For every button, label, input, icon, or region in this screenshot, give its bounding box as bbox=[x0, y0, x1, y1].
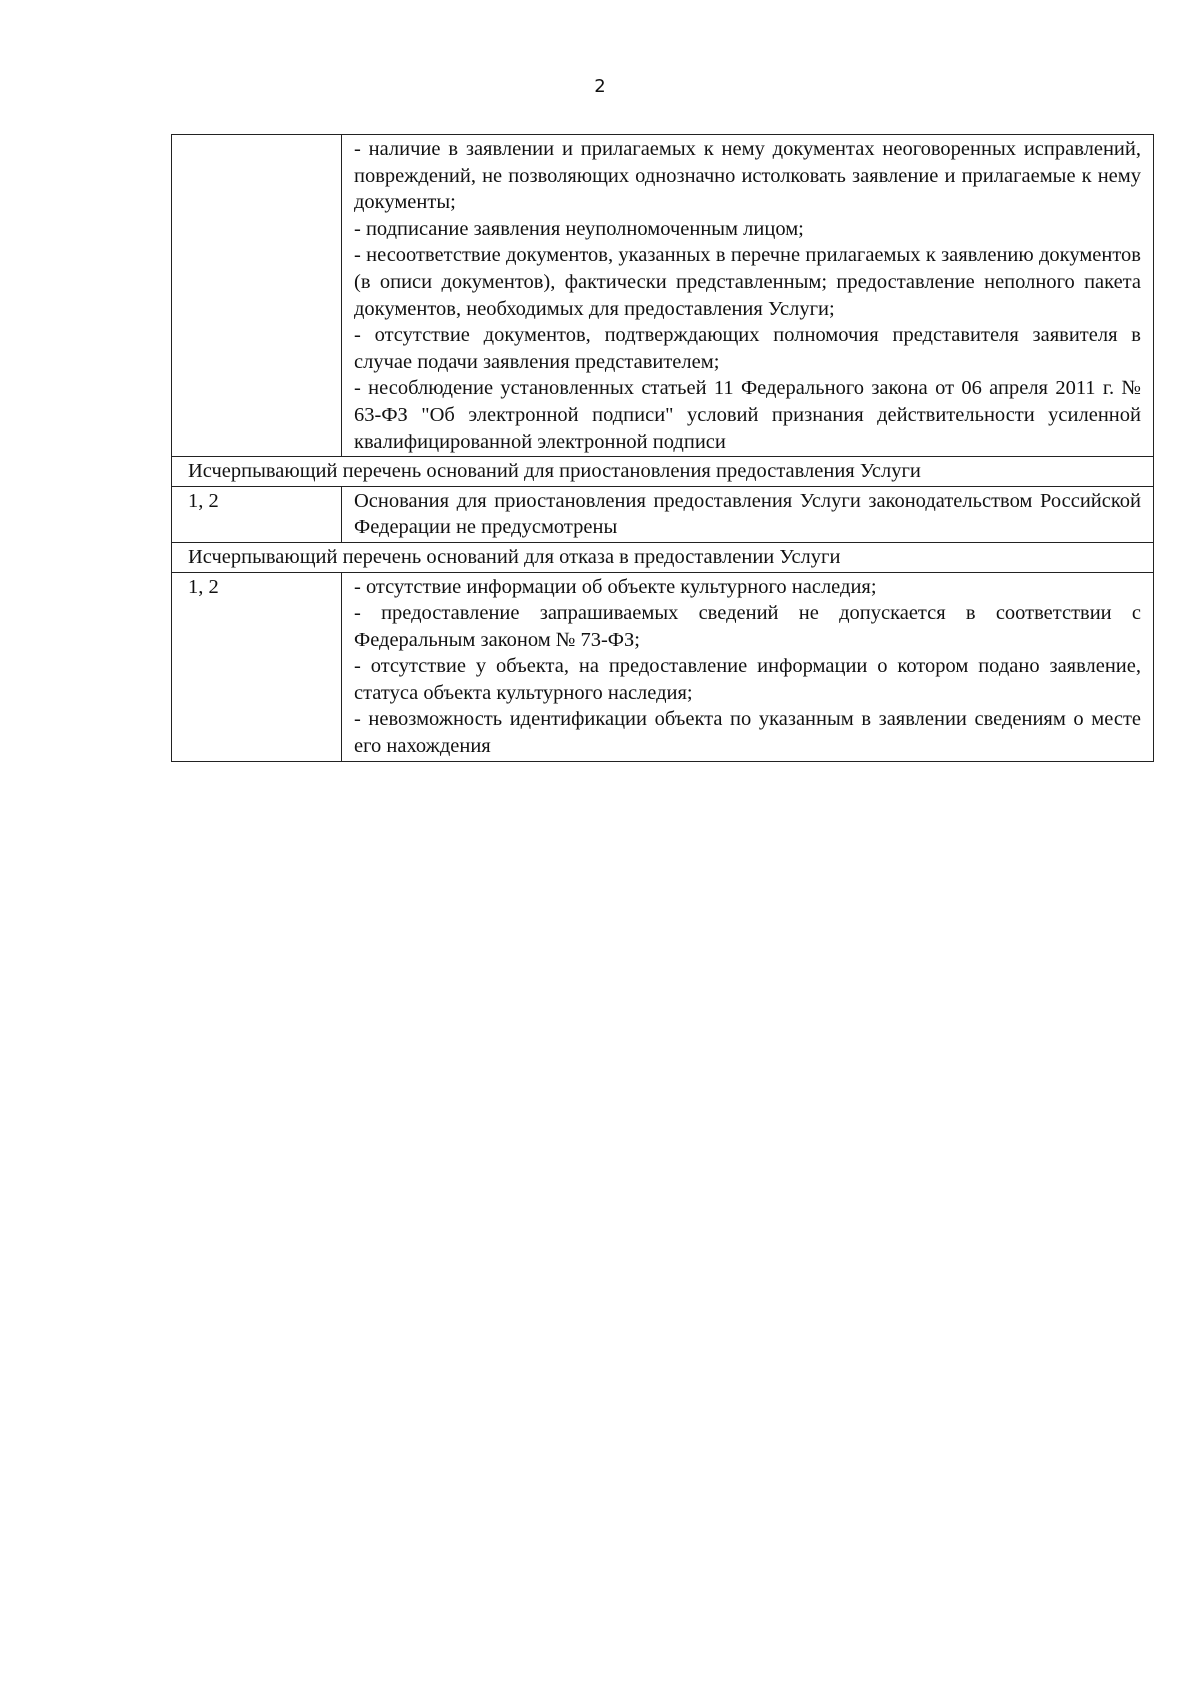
table-row bbox=[172, 572, 1154, 761]
refusal-text-cell bbox=[342, 572, 1154, 761]
table-row bbox=[172, 486, 1154, 542]
code-cell: 1, 2 bbox=[172, 486, 342, 542]
refusal-heading: Исчерпывающий перечень оснований для отказа в предоставлении Услуги bbox=[172, 542, 1154, 572]
list-item: - несоблюдение установленных статьей 11 Федерального закона от 06 апреля 2011 г. № 63-ФЗ "Об электронной подписи" условий признания действительности усиленной квалифицированной электронной подписи bbox=[354, 377, 1141, 453]
list-item: - невозможность идентификации объекта по указанным в заявлении сведениям о месте его нахождения bbox=[354, 708, 1141, 758]
list-item: - предоставление запрашиваемых сведений не допускается в соответствии с Федеральным законом № 73-ФЗ; bbox=[354, 602, 1141, 651]
list-item: - наличие в заявлении и прилагаемых к нему документах неоговоренных исправлений, повреждений, не позволяющих однозначно истолковать заявление и прилагаемые к нему документы; bbox=[354, 138, 1141, 214]
list-item: - отсутствие документов, подтверждающих полномочия представителя заявителя в случае подачи заявления представителем; bbox=[354, 324, 1141, 373]
code-cell: 1, 2 bbox=[172, 572, 342, 761]
code-cell bbox=[172, 135, 342, 457]
grounds-table bbox=[171, 134, 1154, 762]
grounds-text-cell bbox=[342, 135, 1154, 457]
section-heading-row bbox=[172, 542, 1154, 572]
section-heading-row bbox=[172, 457, 1154, 487]
list-item: - подписание заявления неуполномоченным лицом; bbox=[354, 217, 804, 240]
list-item: - отсутствие информации об объекте культурного наследия; bbox=[354, 575, 877, 598]
page-number: 2 bbox=[594, 76, 606, 97]
list-item: - несоответствие документов, указанных в перечне прилагаемых к заявлению документов (в описи документов), фактически представленным; предоставление неполного пакета документов, необходимых для предоставления Услуги; bbox=[354, 244, 1141, 320]
list-item: - отсутствие у объекта, на предоставление информации о котором подано заявление, статуса объекта культурного наследия; bbox=[354, 655, 1141, 704]
suspension-heading: Исчерпывающий перечень оснований для приостановления предоставления Услуги bbox=[172, 457, 1154, 487]
suspension-text: Основания для приостановления предоставления Услуги законодательством Российской Федерации не предусмотрены bbox=[342, 486, 1154, 542]
table-row bbox=[172, 135, 1154, 457]
